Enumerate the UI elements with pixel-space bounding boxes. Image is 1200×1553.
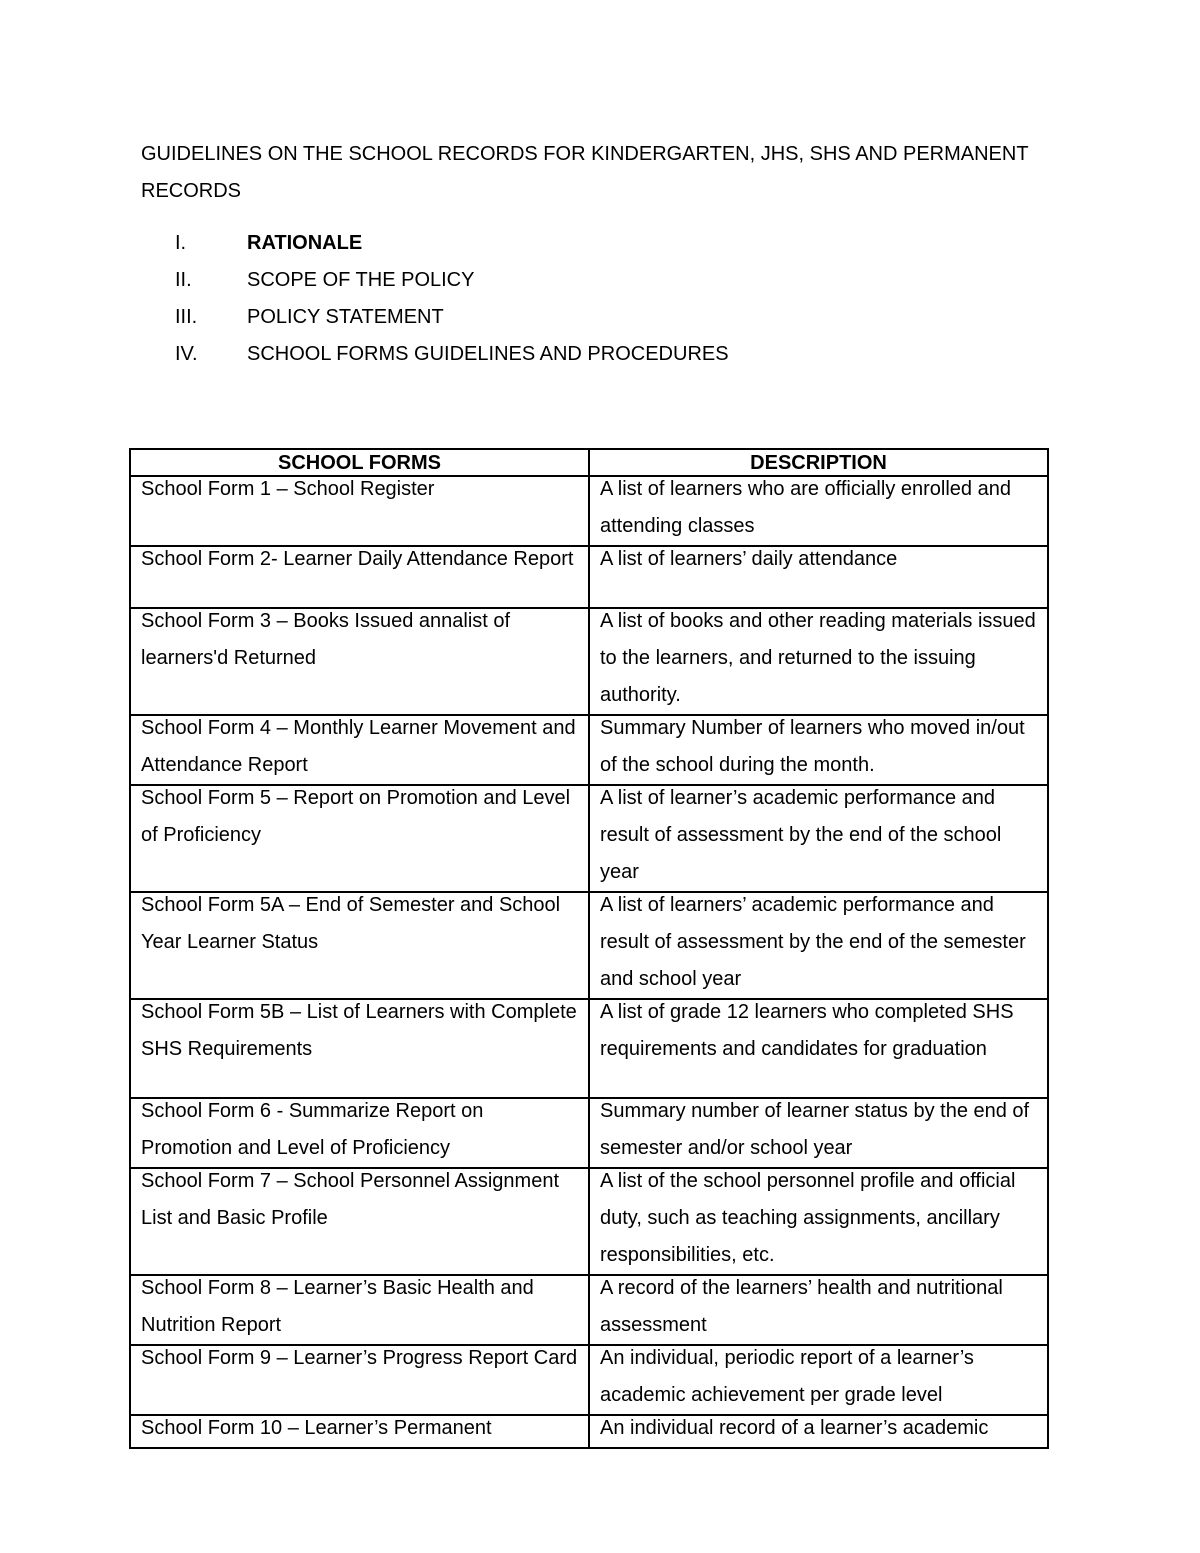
- table-row: [130, 785, 1048, 892]
- form-name-cell: [130, 476, 589, 546]
- table-row: [130, 1345, 1048, 1415]
- outline-item: [141, 299, 1041, 336]
- column-header-school-forms: SCHOOL FORMS: [130, 449, 589, 476]
- description-cell: [589, 608, 1048, 715]
- form-name-cell: [130, 608, 589, 715]
- form-name-cell: [130, 999, 589, 1098]
- school-forms-table: [129, 448, 1049, 1449]
- outline-label: SCOPE OF THE POLICY: [247, 269, 475, 291]
- form-name: School Form 7 – School Personnel Assignment List and Basic Profile: [141, 1170, 559, 1229]
- document-title: GUIDELINES ON THE SCHOOL RECORDS FOR KINDERGARTEN, JHS, SHS AND PERMANENT RECORDS: [141, 143, 1029, 202]
- outline-label: SCHOOL FORMS GUIDELINES AND PROCEDURES: [247, 343, 729, 365]
- form-name-cell: [130, 785, 589, 892]
- table-row: [130, 1098, 1048, 1168]
- form-description: An individual, periodic report of a learner’s academic achievement per grade level: [600, 1347, 974, 1406]
- form-name-cell: [130, 1168, 589, 1275]
- form-description: A list of learners who are officially enrolled and attending classes: [600, 478, 1011, 537]
- form-name-cell: [130, 1415, 589, 1448]
- description-cell: [589, 999, 1048, 1098]
- form-name: School Form 6 - Summarize Report on Promotion and Level of Proficiency: [141, 1100, 484, 1159]
- description-cell: [589, 1098, 1048, 1168]
- table-row: [130, 476, 1048, 546]
- table-row: [130, 999, 1048, 1098]
- table-row: [130, 546, 1048, 608]
- description-cell: [589, 1345, 1048, 1415]
- form-description: Summary Number of learners who moved in/out of the school during the month.: [600, 717, 1025, 776]
- description-cell: [589, 1275, 1048, 1345]
- description-cell: [589, 1168, 1048, 1275]
- outline-number: I.: [175, 232, 187, 254]
- form-description: A list of learners’ academic performance and result of assessment by the end of the semester and school year: [600, 894, 1026, 990]
- form-description: A list of grade 12 learners who completed SHS requirements and candidates for graduation: [600, 1001, 1014, 1060]
- table-row: [130, 1168, 1048, 1275]
- outline-label: RATIONALE: [247, 232, 363, 254]
- table-row: [130, 608, 1048, 715]
- school-forms-table-container: [129, 448, 1047, 1449]
- form-description: A list of learners’ daily attendance: [600, 548, 898, 570]
- outline-number: II.: [175, 269, 192, 291]
- form-name: School Form 5 – Report on Promotion and Level of Proficiency: [141, 787, 571, 846]
- table-row: [130, 1275, 1048, 1345]
- description-cell: [589, 476, 1048, 546]
- description-cell: [589, 892, 1048, 999]
- form-name: School Form 1 – School Register: [141, 478, 435, 500]
- form-name: School Form 2- Learner Daily Attendance Report: [141, 548, 574, 570]
- form-name-cell: [130, 1345, 589, 1415]
- form-name: School Form 5A – End of Semester and School Year Learner Status: [141, 894, 561, 953]
- table-row: [130, 892, 1048, 999]
- outline-item: [141, 336, 1041, 373]
- outline-label: POLICY STATEMENT: [247, 306, 444, 328]
- form-description: A record of the learners’ health and nutritional assessment: [600, 1277, 1003, 1336]
- form-name: School Form 3 – Books Issued annalist of learners'd Returned: [141, 610, 511, 669]
- form-name: School Form 5B – List of Learners with Complete SHS Requirements: [141, 1001, 577, 1060]
- table-row: [130, 1415, 1048, 1448]
- outline-item: [141, 225, 1041, 262]
- form-description: A list of the school personnel profile and official duty, such as teaching assignments, ancillary responsibilities, etc.: [600, 1170, 1016, 1266]
- form-description: A list of books and other reading materials issued to the learners, and returned to the issuing authority.: [600, 610, 1036, 706]
- form-name: School Form 4 – Monthly Learner Movement and Attendance Report: [141, 717, 576, 776]
- form-name: School Form 9 – Learner’s Progress Report Card: [141, 1347, 578, 1369]
- description-cell: [589, 785, 1048, 892]
- form-name-cell: [130, 892, 589, 999]
- form-name: School Form 8 – Learner’s Basic Health and Nutrition Report: [141, 1277, 534, 1336]
- form-name-cell: [130, 1098, 589, 1168]
- form-name-cell: [130, 546, 589, 608]
- form-name: School Form 10 – Learner’s Permanent: [141, 1417, 492, 1439]
- outline-number: III.: [175, 306, 198, 328]
- description-cell: [589, 546, 1048, 608]
- outline-number: IV.: [175, 343, 198, 365]
- description-cell: [589, 1415, 1048, 1448]
- form-description: Summary number of learner status by the end of semester and/or school year: [600, 1100, 1030, 1159]
- outline-item: [141, 262, 1041, 299]
- table-row: [130, 715, 1048, 785]
- form-description: An individual record of a learner’s academic: [600, 1417, 989, 1439]
- table-header-row: [130, 449, 1048, 476]
- section-outline: [141, 225, 1041, 373]
- form-name-cell: [130, 715, 589, 785]
- form-name-cell: [130, 1275, 589, 1345]
- column-header-description: DESCRIPTION: [589, 449, 1048, 476]
- form-description: A list of learner’s academic performance and result of assessment by the end of the school year: [600, 787, 1002, 883]
- description-cell: [589, 715, 1048, 785]
